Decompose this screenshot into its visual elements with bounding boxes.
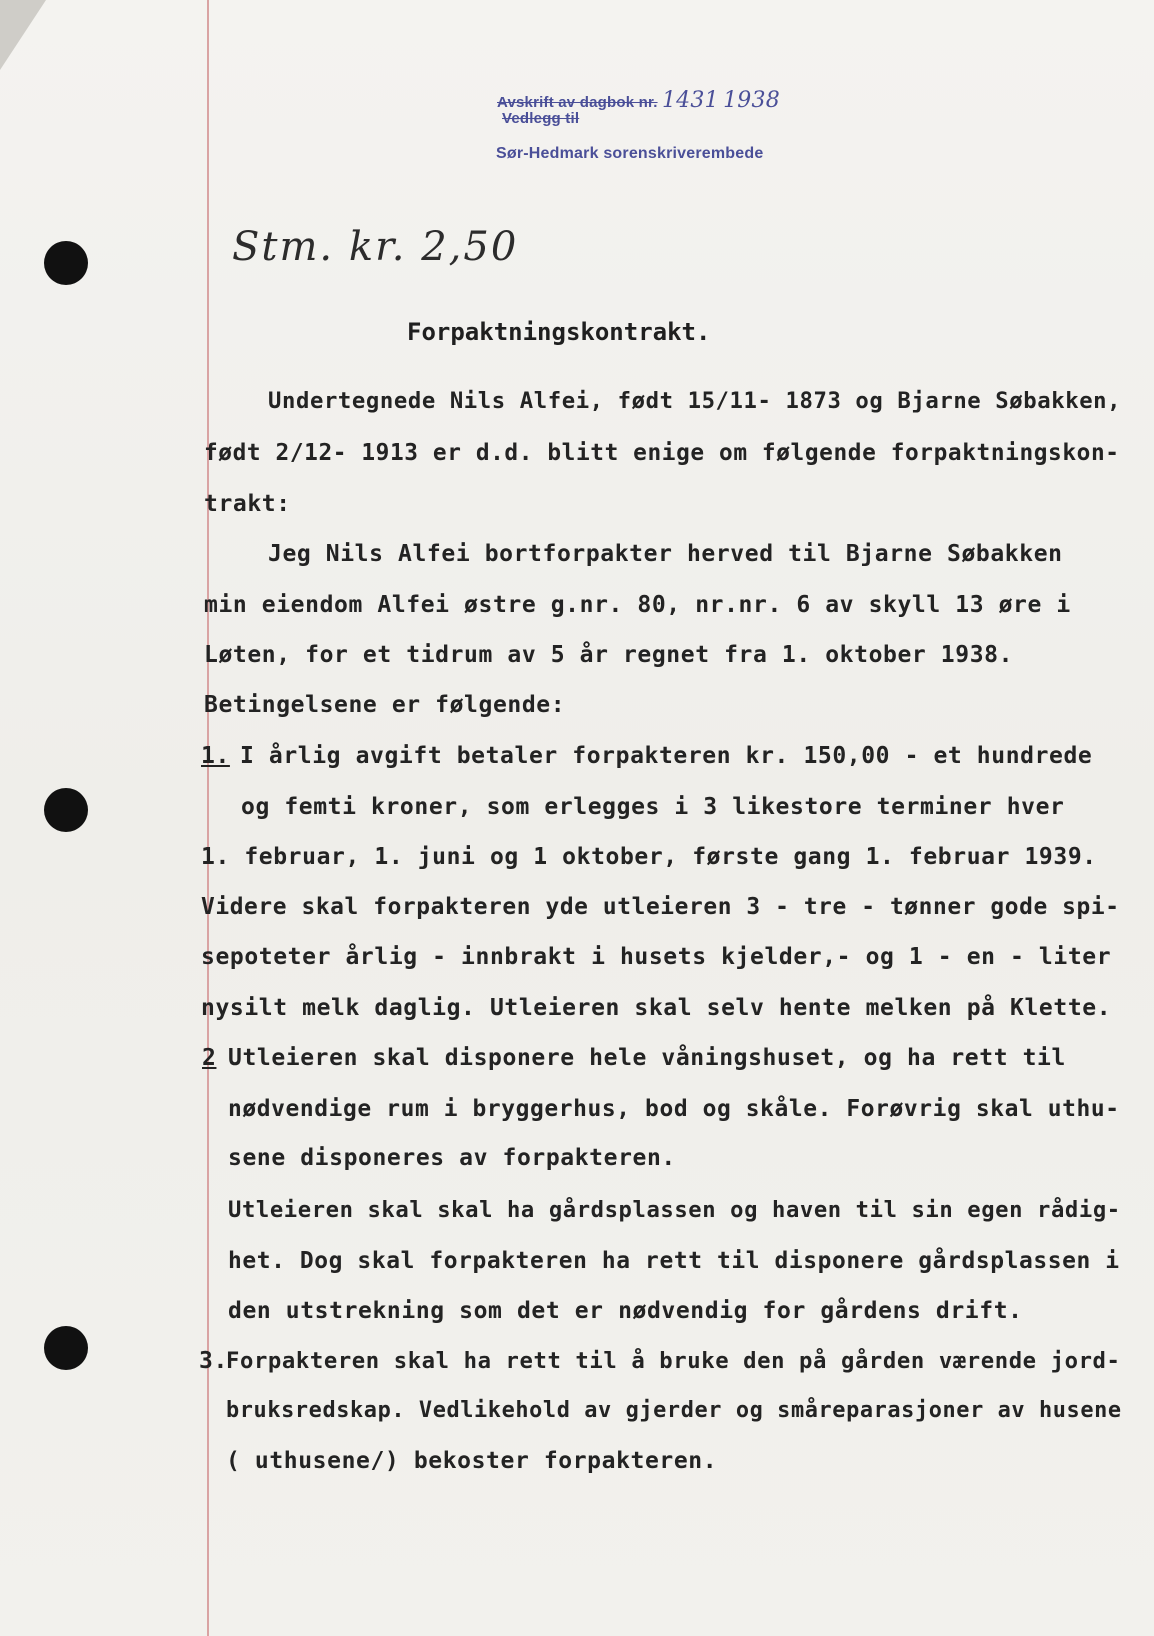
text-line: ( uthusene/) bekoster forpakteren. <box>226 1448 718 1474</box>
handwritten-stamp-fee: Stm. kr. 2,50 <box>232 224 519 270</box>
punch-hole <box>44 1326 88 1370</box>
text-line: min eiendom Alfei østre g.nr. 80, nr.nr. 6 av skyll 13 øre i <box>204 592 1071 618</box>
text-line: Videre skal forpakteren yde utleieren 3 - tre - tønner gode spi- <box>201 894 1120 920</box>
punch-hole <box>44 788 88 832</box>
stamp-year: 1938 <box>723 88 780 113</box>
stamp-number: 1431 <box>661 88 719 113</box>
stamp-office: Sør-Hedmark sorenskriverembede <box>496 145 764 162</box>
text-line: Utleieren skal disponere hele våningshuset, og ha rett til <box>228 1045 1066 1071</box>
section-marker-2: 2 <box>202 1045 217 1071</box>
text-line: Forpakteren skal ha rett til å bruke den på gården værende jord- <box>226 1348 1121 1374</box>
stamp-line-2: Vedlegg til <box>502 110 580 127</box>
text-line: sene disponeres av forpakteren. <box>228 1145 676 1171</box>
punch-hole <box>44 241 88 285</box>
text-line: Løten, for et tidrum av 5 år regnet fra 1. oktober 1938. <box>204 642 1014 668</box>
section-marker-3: 3. <box>199 1348 228 1374</box>
stamp-label: Avskrift av dagbok nr. <box>497 94 658 111</box>
text-line: Undertegnede Nils Alfei, født 15/11- 1873 og Bjarne Søbakken, <box>268 388 1122 414</box>
text-line: Betingelsene er følgende: <box>204 692 566 718</box>
text-line: 1. februar, 1. juni og 1 oktober, første gang 1. februar 1939. <box>201 844 1097 870</box>
text-line: nødvendige rum i bryggerhus, bod og skåle. Forøvrig skal uthu- <box>228 1096 1120 1122</box>
text-line: I årlig avgift betaler forpakteren kr. 150,00 - et hundrede <box>240 743 1093 769</box>
text-line: født 2/12- 1913 er d.d. blitt enige om følgende forpaktningskon- <box>204 440 1120 466</box>
text-line: og femti kroner, som erlegges i 3 likestore terminer hver <box>241 794 1065 820</box>
margin-line <box>207 0 209 1636</box>
text-line: Utleieren skal skal ha gårdsplassen og haven til sin egen rådig- <box>228 1197 1121 1223</box>
text-line: nysilt melk daglig. Utleieren skal selv hente melken på Klette. <box>201 995 1112 1021</box>
text-line: den utstrekning som det er nødvendig for gårdens drift. <box>228 1298 1023 1324</box>
text-line: het. Dog skal forpakteren ha rett til disponere gårdsplassen i <box>228 1248 1120 1274</box>
text-line: Jeg Nils Alfei bortforpakter herved til Bjarne Søbakken <box>268 541 1063 567</box>
section-marker-1: 1. <box>201 743 230 769</box>
text-line: sepoteter årlig - innbrakt i husets kjelder,- og 1 - en - liter <box>201 944 1112 970</box>
text-line: trakt: <box>204 491 291 517</box>
document-title: Forpaktningskontrakt. <box>407 318 711 346</box>
text-line: bruksredskap. Vedlikehold av gjerder og småreparasjoner av husene <box>226 1398 1122 1423</box>
folded-corner <box>0 0 46 70</box>
